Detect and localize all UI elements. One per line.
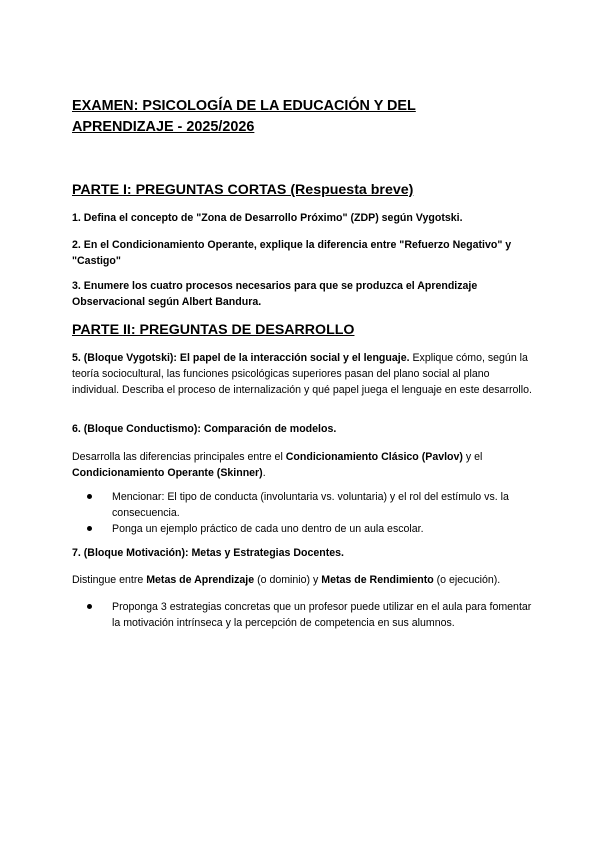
question-6-intro-classical: Condicionamiento Clásico (Pavlov) [285,451,463,463]
question-7-intro-pre: Distingue entre [72,574,147,586]
question-6-intro-operant: Condicionamiento Operante (Skinner) [72,467,263,479]
question-6-intro [72,449,532,481]
question-7-intro [72,572,532,588]
list-item: Mencionar: El tipo de conducta (involuntaria vs. voluntaria) y el rol del estímulo vs. la consecuencia. [72,489,532,521]
question-6-intro-pre: Desarrolla las diferencias principales entre el [72,451,286,463]
question-7-intro-performance-goals: Metas de Rendimiento [321,574,434,586]
question-7-intro-learning-goals: Metas de Aprendizaje [146,574,255,586]
question-7-label: 7. (Bloque Motivación): Metas y Estrategias Docentes. [72,547,344,559]
part2-heading: PARTE II: PREGUNTAS DE DESARROLLO [72,322,355,338]
part1-heading: PARTE I: PREGUNTAS CORTAS (Respuesta breve) [72,182,414,198]
question-7-intro-mid: (o dominio) y [254,574,322,586]
question-6-intro-mid: y el [462,451,483,463]
question-5 [72,350,532,398]
exam-title [72,96,512,138]
bullet-icon [87,494,92,499]
exam-title-line-1: EXAMEN: PSICOLOGÍA DE LA EDUCACIÓN Y DEL [72,98,416,114]
question-2: 2. En el Condicionamiento Operante, explique la diferencia entre "Refuerzo Negativo" y "Castigo" [72,239,512,267]
question-1: 1. Defina el concepto de "Zona de Desarrollo Próximo" (ZDP) según Vygotski. [72,212,463,224]
question-5-label: 5. (Bloque Vygotski): El papel de la interacción social y el lenguaje. [72,352,410,364]
question-7-bullet-list [72,599,532,631]
bullet-icon [87,526,92,531]
list-item: Proponga 3 estrategias concretas que un profesor puede utilizar en el aula para fomentar la motivación intrínseca y la percepción de competencia en sus alumnos. [72,599,532,631]
question-6-intro-post: . [262,467,266,479]
exam-title-line-2: APRENDIZAJE - 2025/2026 [72,119,255,135]
bullet-icon [87,604,92,609]
list-item: Ponga un ejemplo práctico de cada uno dentro de un aula escolar. [72,521,532,537]
question-6-bullet-list [72,489,532,537]
question-5-text: Explique cómo, según la teoría sociocultural, las funciones psicológicas superiores pasan del plano social al plano individual. Describa el proceso de internalización y qué papel juega el lenguaje en este desarrollo. [72,352,532,396]
question-7-intro-post: (o ejecución). [433,574,501,586]
question-6-label: 6. (Bloque Conductismo): Comparación de modelos. [72,423,337,435]
question-3: 3. Enumere los cuatro procesos necesarios para que se produzca el Aprendizaje Observacional según Albert Bandura. [72,280,478,308]
